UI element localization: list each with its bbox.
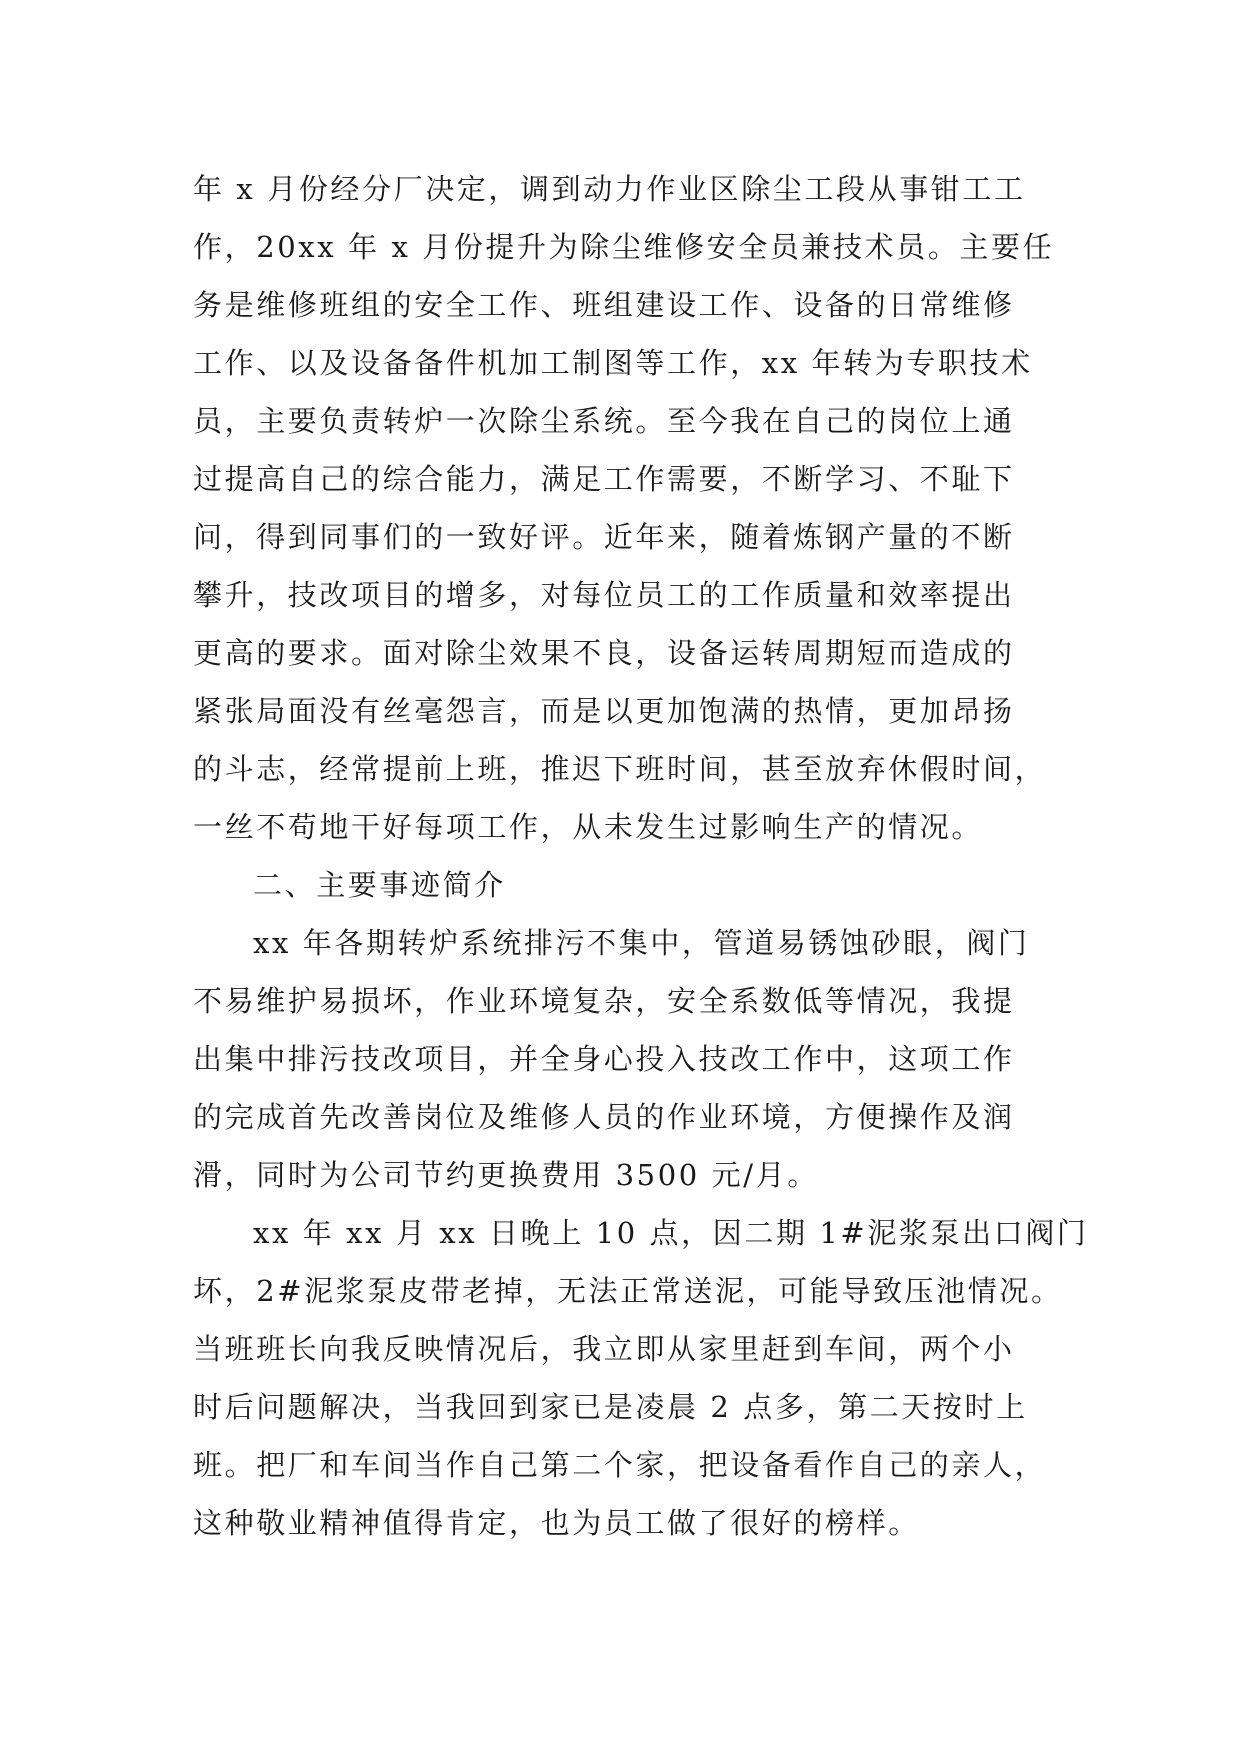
document-body bbox=[193, 160, 1089, 1552]
paragraph-line: 问，得到同事们的一致好评。近年来，随着炼钢产量的不断 bbox=[193, 520, 1015, 554]
paragraph-line: 务是维修班组的安全工作、班组建设工作、设备的日常维修 bbox=[193, 288, 1015, 322]
paragraph-line: 出集中排污技改项目，并全身心投入技改工作中，这项工作 bbox=[193, 1042, 1015, 1076]
paragraph-line: 作，20xx 年 x 月份提升为除尘维修安全员兼技术员。主要任 bbox=[193, 230, 1055, 264]
paragraph-line: 不易维护易损坏，作业环境复杂，安全系数低等情况，我提 bbox=[193, 984, 1015, 1018]
paragraph-line: 班。把厂和车间当作自己第二个家，把设备看作自己的亲人， bbox=[193, 1448, 1047, 1482]
paragraph-line: 坏，2#泥浆泵皮带老掉，无法正常送泥，可能导致压池情况。 bbox=[193, 1274, 1063, 1308]
paragraph-line: 年 x 月份经分厂决定，调到动力作业区除尘工段从事钳工工 bbox=[193, 172, 1026, 206]
paragraph-line: 的完成首先改善岗位及维修人员的作业环境，方便操作及润 bbox=[193, 1100, 1015, 1134]
paragraph-line: 一丝不苟地干好每项工作，从未发生过影响生产的情况。 bbox=[193, 810, 984, 844]
paragraph-line: 更高的要求。面对除尘效果不良，设备运转周期短而造成的 bbox=[193, 636, 1015, 670]
paragraph-line: 这种敬业精神值得肯定，也为员工做了很好的榜样。 bbox=[193, 1506, 920, 1540]
paragraph-line: xx 年各期转炉系统排污不集中，管道易锈蚀砂眼，阀门 bbox=[253, 926, 1030, 960]
paragraph-line: 攀升，技改项目的增多，对每位员工的工作质量和效率提出 bbox=[193, 578, 1015, 612]
paragraph-line: 紧张局面没有丝毫怨言，而是以更加饱满的热情，更加昂扬 bbox=[193, 694, 1015, 728]
paragraph-line: 滑，同时为公司节约更换费用 3500 元/月。 bbox=[193, 1158, 819, 1192]
paragraph-line: xx 年 xx 月 xx 日晚上 10 点，因二期 1#泥浆泵出口阀门 bbox=[253, 1216, 1089, 1250]
section-heading: 二、主要事迹简介 bbox=[253, 868, 506, 902]
paragraph-line: 工作、以及设备备件机加工制图等工作，xx 年转为专职技术 bbox=[193, 346, 1033, 380]
paragraph-line: 的斗志，经常提前上班，推迟下班时间，甚至放弃休假时间， bbox=[193, 752, 1047, 786]
paragraph-line: 当班班长向我反映情况后，我立即从家里赶到车间，两个小 bbox=[193, 1332, 1015, 1366]
paragraph-line: 员，主要负责转炉一次除尘系统。至今我在自己的岗位上通 bbox=[193, 404, 1015, 438]
paragraph-line: 时后问题解决，当我回到家已是凌晨 2 点多，第二天按时上 bbox=[193, 1390, 1028, 1424]
paragraph-line: 过提高自己的综合能力，满足工作需要，不断学习、不耻下 bbox=[193, 462, 1015, 496]
